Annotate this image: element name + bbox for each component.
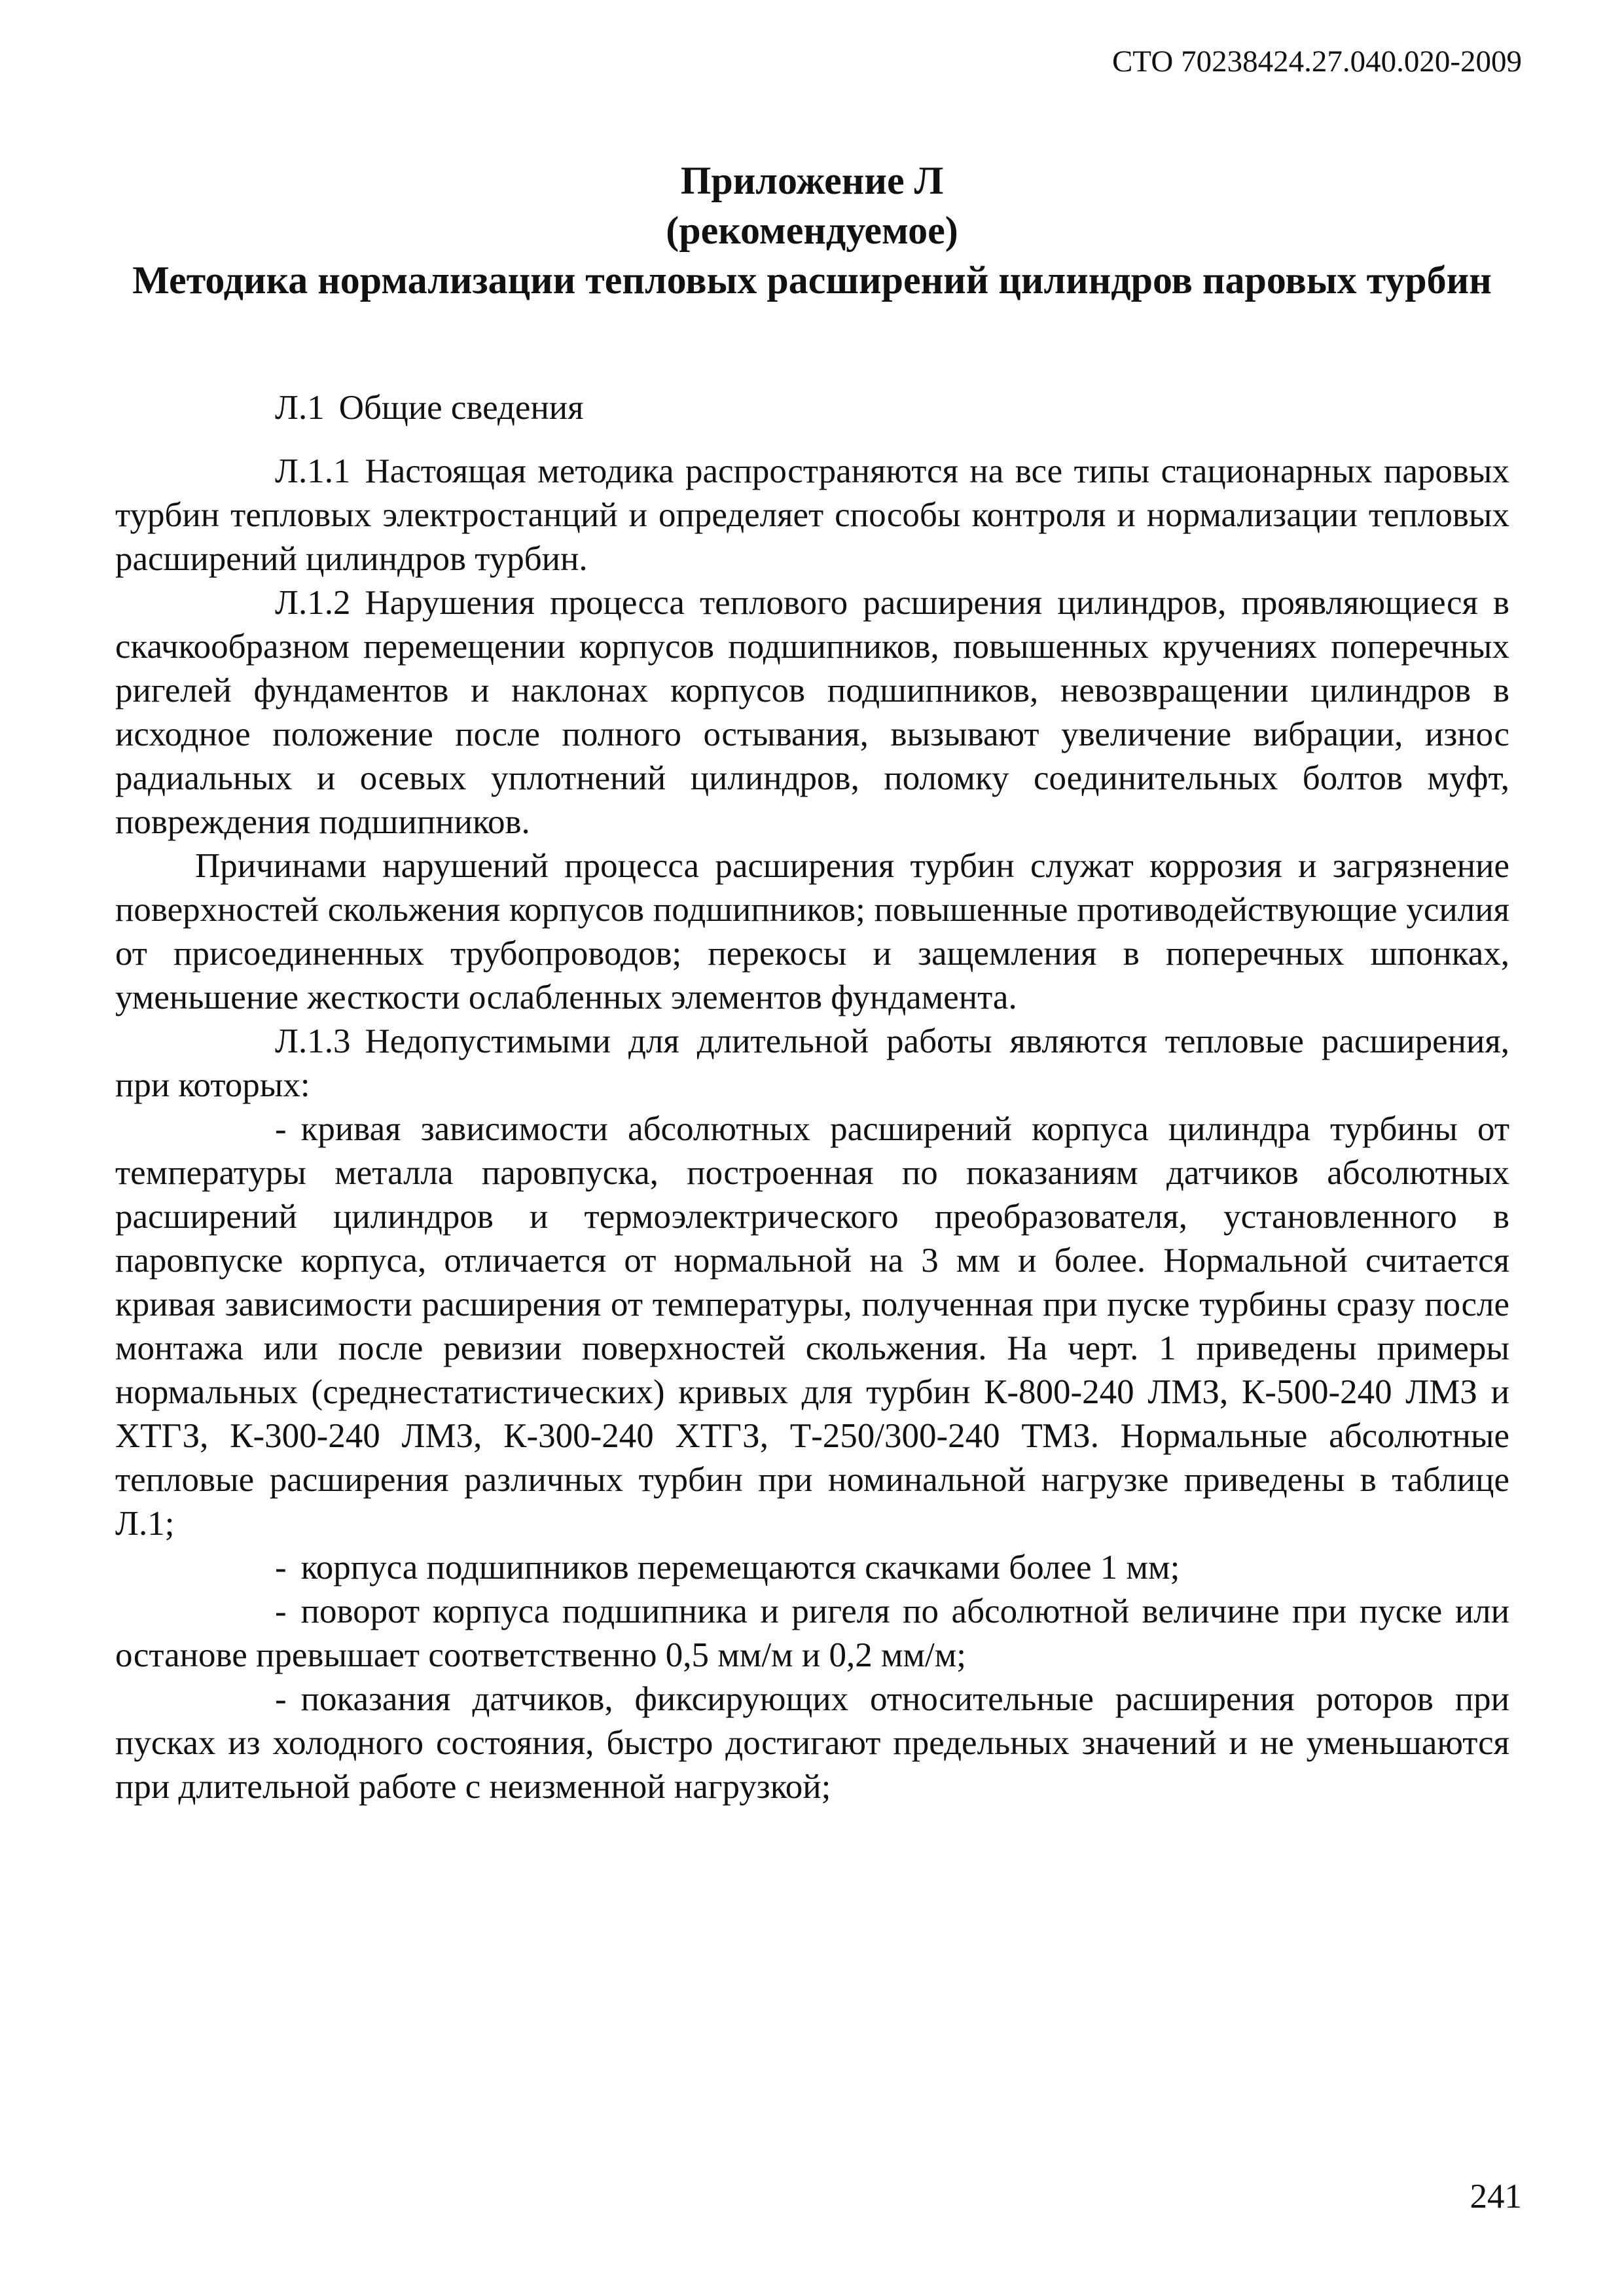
paragraph-l1-1 [115,450,1509,581]
paragraph-causes [115,844,1509,1020]
appendix-label: Приложение Л [680,159,944,202]
list-dash: - [275,1680,287,1718]
paragraph-text: Недопустимыми для длительной работы являются тепловые расширения, при которых: [115,1022,1509,1104]
list-dash: - [275,1549,287,1587]
section-number: Л.1 [275,389,325,427]
paragraph-l1-2 [115,581,1509,844]
page-number: 241 [1470,2178,1522,2215]
list-item [115,1677,1509,1809]
list-item [115,1546,1509,1590]
document-body [115,386,1509,1809]
appendix-heading: Методика нормализации тепловых расширений цилиндров паровых турбин [132,259,1492,302]
document-code: СТО 70238424.27.040.020-2009 [1111,45,1522,79]
list-item-text: показания датчиков, фиксирующих относительные расширения роторов при пусках из холодного состояния, быстро достигают предельных значений и не уменьшаются при длительной работе с неизменной нагрузкой; [115,1680,1509,1806]
paragraph-l1-3 [115,1020,1509,1107]
paragraph-number: Л.1.3 [275,1022,351,1060]
paragraph-number: Л.1.2 [275,584,351,622]
list-dash: - [275,1592,287,1630]
appendix-title [118,156,1506,305]
list-item [115,1107,1509,1546]
paragraph-text: Нарушения процесса теплового расширения цилиндров, проявляющиеся в скачкообразном перемещении корпусов подшипников, повышенных кручениях поперечных ригелей фундаментов и наклонах корпусов подшипников, невозвращении цилиндров в исходное положение после полного остывания, вызывают увеличение вибрации, износ радиальных и осевых уплотнений цилиндров, поломку соединительных болтов муфт, повреждения подшипников. [115,584,1509,841]
paragraph-text: Причинами нарушений процесса расширения турбин служат коррозия и загрязнение поверхностей скольжения корпусов подшипников; повышенные противодействующие усилия от присоединенных трубопроводов; перекосы и защемления в поперечных шпонках, уменьшение жесткости ослабленных элементов фундамента. [115,847,1509,1016]
list-item-text: кривая зависимости абсолютных расширений корпуса цилиндра турбины от температуры металла паровпуска, построенная по показаниям датчиков абсолютных расширений цилиндров и термоэлектрического преобразователя, установленного в паровпуске корпуса, отличается от нормальной на 3 мм и более. Нормальной считается кривая зависимости расширения от температуры, полученная при пуске турбины сразу после монтажа или после ревизии поверхностей скольжения. На черт. 1 приведены примеры нормальных (среднестатистических) кривых для турбин К-800-240 ЛМЗ, К-500-240 ЛМЗ и ХТГЗ, К-300-240 ЛМЗ, К-300-240 ХТГЗ, Т-250/300-240 ТМЗ. Нормальные абсолютные тепловые расширения различных турбин при номинальной нагрузке приведены в таблице Л.1; [115,1110,1509,1543]
list-dash: - [275,1110,287,1148]
appendix-status: (рекомендуемое) [666,209,958,252]
list-item-text: поворот корпуса подшипника и ригеля по абсолютной величине при пуске или останове превышает соответственно 0,5 мм/м и 0,2 мм/м; [115,1592,1509,1674]
section-heading: Общие сведения [338,389,584,427]
section-l1 [115,386,1509,430]
paragraph-text: Настоящая методика распространяются на все типы стационарных паровых турбин тепловых электростанций и определяет способы контроля и нормализации тепловых расширений цилиндров турбин. [115,452,1509,578]
list-item [115,1590,1509,1677]
paragraph-number: Л.1.1 [275,452,351,490]
list-item-text: корпуса подшипников перемещаются скачками более 1 мм; [300,1549,1180,1587]
